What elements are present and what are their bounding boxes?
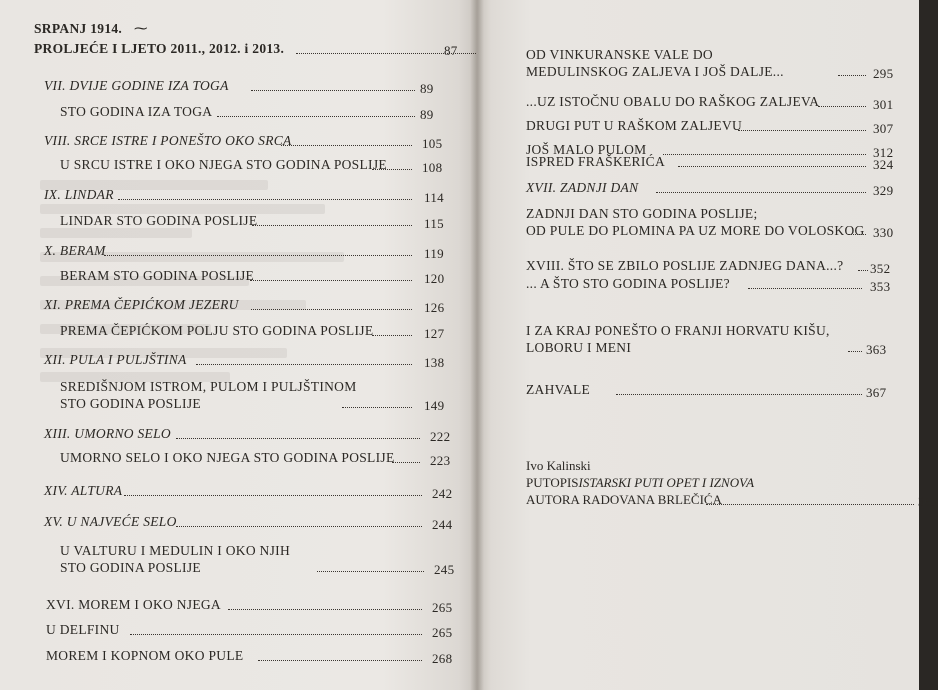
leader-dots	[848, 234, 866, 235]
leader-dots	[616, 394, 862, 395]
toc-entry-title: XIII. UMORNO SELO	[44, 426, 171, 441]
toc-entry	[60, 157, 443, 175]
page-number: 369	[918, 494, 938, 509]
toc-entry	[44, 483, 453, 501]
leader-dots	[848, 351, 862, 352]
toc-entry-title: UMORNO SELO I OKO NJEGA STO GODINA POSLIJE	[60, 450, 395, 465]
page-number: 265	[432, 625, 453, 640]
toc-entry-title: U VALTURU I MEDULIN I OKO NJIH STO GODINA POSLIJE	[60, 543, 290, 575]
leader-dots	[678, 166, 866, 167]
leader-dots	[104, 255, 412, 256]
toc-entry-title: I ZA KRAJ PONEŠTO O FRANJI HORVATU KIŠU, LOBORU I MENI	[526, 323, 830, 355]
leader-dots	[251, 309, 412, 310]
toc-entry	[60, 378, 445, 413]
toc-entry-title: ZAHVALE	[526, 382, 591, 397]
toc-entry-title: LINDAR STO GODINA POSLIJE	[60, 213, 258, 228]
toc-entry	[44, 297, 445, 315]
toc-entry-title: ZADNJI DAN STO GODINA POSLIJE; OD PULE DO PLOMINA PA UZ MORE DO VOLOSKOG	[526, 206, 865, 238]
toc-entry	[60, 213, 444, 231]
leader-dots	[124, 495, 422, 496]
page-number: 367	[866, 385, 887, 400]
toc-entry	[44, 78, 434, 96]
toc-entry	[44, 352, 445, 370]
toc-entry-title: DRUGI PUT U RAŠKOM ZALJEVU	[526, 118, 743, 133]
toc-entry-title: XVII. ZADNJI DAN	[526, 180, 639, 195]
toc-entry	[44, 243, 444, 261]
toc-entry-title: ... A ŠTO STO GODINA POSLIJE?	[526, 276, 730, 291]
toc-entry	[46, 597, 453, 615]
toc-entry	[44, 514, 453, 532]
toc-entry-title: SREDIŠNJOM ISTROM, PULOM I PULJŠTINOM STO GODINA POSLIJE	[60, 379, 357, 411]
toc-heading-year	[34, 21, 148, 37]
leader-dots	[176, 438, 420, 439]
toc-entry-title: PREMA ČEPIĆKOM POLJU STO GODINA POSLIJE	[60, 323, 374, 338]
afterword-title-italic: ISTARSKI PUTI OPET I IZNOVA	[578, 475, 755, 490]
toc-entry	[60, 104, 434, 122]
page-number: 353	[870, 279, 891, 294]
leader-dots	[748, 288, 862, 289]
toc-entry	[60, 450, 451, 468]
toc-entry	[46, 648, 453, 666]
page-number: 108	[422, 160, 443, 175]
page-number: 127	[424, 326, 445, 341]
toc-entry	[60, 268, 445, 286]
leader-dots	[118, 199, 412, 200]
leader-dots	[251, 90, 415, 91]
leader-dots	[818, 106, 866, 107]
page-number: 301	[873, 97, 894, 112]
leader-dots	[663, 154, 866, 155]
toc-entry-title: ...UZ ISTOČNU OBALU DO RAŠKOG ZALJEVA	[526, 94, 820, 109]
afterword-title	[526, 475, 754, 491]
toc-entry	[526, 205, 894, 240]
toc-entry	[60, 542, 455, 577]
toc-entry	[526, 322, 887, 357]
toc-entry-title: OD VINKURANSKE VALE DO MEDULINSKOG ZALJEVA I JOŠ DALJE...	[526, 47, 784, 79]
toc-entry-title: XVI. MOREM I OKO NJEGA	[46, 597, 221, 612]
toc-entry-title: MOREM I KOPNOM OKO PULE	[46, 648, 244, 663]
page-number: 120	[424, 271, 445, 286]
afterword-author	[526, 458, 591, 474]
toc-entry	[44, 426, 451, 444]
toc-entry-title: IX. LINDAR	[44, 187, 114, 202]
toc-entry-title: XIV. ALTURA	[44, 483, 123, 498]
page-number: 223	[430, 453, 451, 468]
leader-dots	[317, 571, 424, 572]
page-number: 307	[873, 121, 894, 136]
toc-entry-title: BERAM STO GODINA POSLIJE	[60, 268, 255, 283]
toc-entry	[526, 258, 891, 276]
toc-entry-title: VII. DVIJE GODINE IZA TOGA	[44, 78, 229, 93]
leader-dots	[281, 145, 412, 146]
page-number: 312	[873, 145, 894, 160]
toc-entry	[44, 133, 443, 151]
leader-dots	[250, 280, 412, 281]
toc-entry	[44, 187, 444, 205]
page-number: 87	[444, 43, 458, 58]
leader-dots	[228, 609, 422, 610]
flourish-ornament: ⁓	[134, 21, 148, 36]
page-number: 105	[422, 136, 443, 151]
toc-entry	[526, 382, 887, 400]
toc-heading-seasons	[34, 41, 458, 58]
page-number: 149	[424, 398, 445, 413]
leader-dots	[217, 116, 415, 117]
page-number: 265	[432, 600, 453, 615]
toc-entry	[526, 276, 891, 294]
afterword-subtitle-text: AUTORA RADOVANA BRLEČIĆA	[526, 492, 722, 507]
afterword-author-text: Ivo Kalinski	[526, 458, 591, 473]
toc-entry	[526, 46, 894, 81]
leader-dots	[342, 407, 412, 408]
page-number: 363	[866, 342, 887, 357]
toc-entry-title: ISPRED FRAŠKERIĆA	[526, 154, 666, 169]
leader-dots	[656, 192, 866, 193]
toc-entry	[60, 323, 445, 341]
toc-entry	[46, 622, 453, 640]
toc-entry-title: U DELFINU	[46, 622, 120, 637]
leader-dots	[858, 270, 868, 271]
page-number: 222	[430, 429, 451, 444]
toc-entry-title: XI. PREMA ČEPIĆKOM JEZERU	[44, 297, 239, 312]
leader-dots	[372, 335, 412, 336]
toc-entry-title: STO GODINA IZA TOGA	[60, 104, 213, 119]
toc-entry-title: VIII. SRCE ISTRE I PONEŠTO OKO SRCA	[44, 133, 292, 148]
page-number: 114	[424, 190, 444, 205]
toc-entry	[526, 118, 894, 136]
page-number: 245	[434, 562, 455, 577]
toc-entry	[526, 154, 894, 172]
book-gutter	[470, 0, 484, 690]
page-number: 352	[870, 261, 891, 276]
toc-entry-title: U SRCU ISTRE I OKO NJEGA STO GODINA POSLIJE	[60, 157, 387, 172]
page-number: 126	[424, 300, 445, 315]
toc-entry	[526, 180, 894, 198]
page-number: 244	[432, 517, 453, 532]
leader-dots	[372, 169, 412, 170]
toc-entry-title: XII. PULA I PULJŠTINA	[44, 352, 187, 367]
toc-entry-title: XV. U NAJVEĆE SELO	[44, 514, 177, 529]
toc-entry	[526, 94, 894, 112]
leader-dots	[252, 225, 412, 226]
page-number: 295	[873, 66, 894, 81]
page-number: 89	[420, 81, 434, 96]
toc-entry-title: JOŠ MALO PULOM	[526, 142, 647, 157]
leader-dots	[738, 130, 866, 131]
page-number: 138	[424, 355, 445, 370]
leader-dots	[706, 504, 914, 505]
toc-entry-title: X. BERAM	[44, 243, 106, 258]
page-number: 119	[424, 246, 444, 261]
heading-year-text: SRPANJ 1914.	[34, 21, 123, 36]
heading-seasons-text: PROLJEĆE I LJETO 2011., 2012. i 2013.	[34, 41, 285, 56]
page-number: 268	[432, 651, 453, 666]
page-number: 115	[424, 216, 444, 231]
page-number: 89	[420, 107, 434, 122]
leader-dots	[196, 364, 412, 365]
leader-dots	[130, 634, 422, 635]
leader-dots	[838, 75, 866, 76]
afterword-subtitle	[526, 492, 938, 509]
leader-dots	[392, 462, 420, 463]
page-number: 242	[432, 486, 453, 501]
toc-entry-title: XVIII. ŠTO SE ZBILO POSLIJE ZADNJEG DANA...?	[526, 258, 844, 273]
leader-dots	[258, 660, 422, 661]
right-page	[478, 0, 938, 690]
leader-dots	[176, 526, 422, 527]
afterword-title-prefix: PUTOPIS	[526, 475, 579, 490]
page-number: 329	[873, 183, 894, 198]
page-number: 324	[873, 157, 894, 172]
page-number: 330	[873, 225, 894, 240]
